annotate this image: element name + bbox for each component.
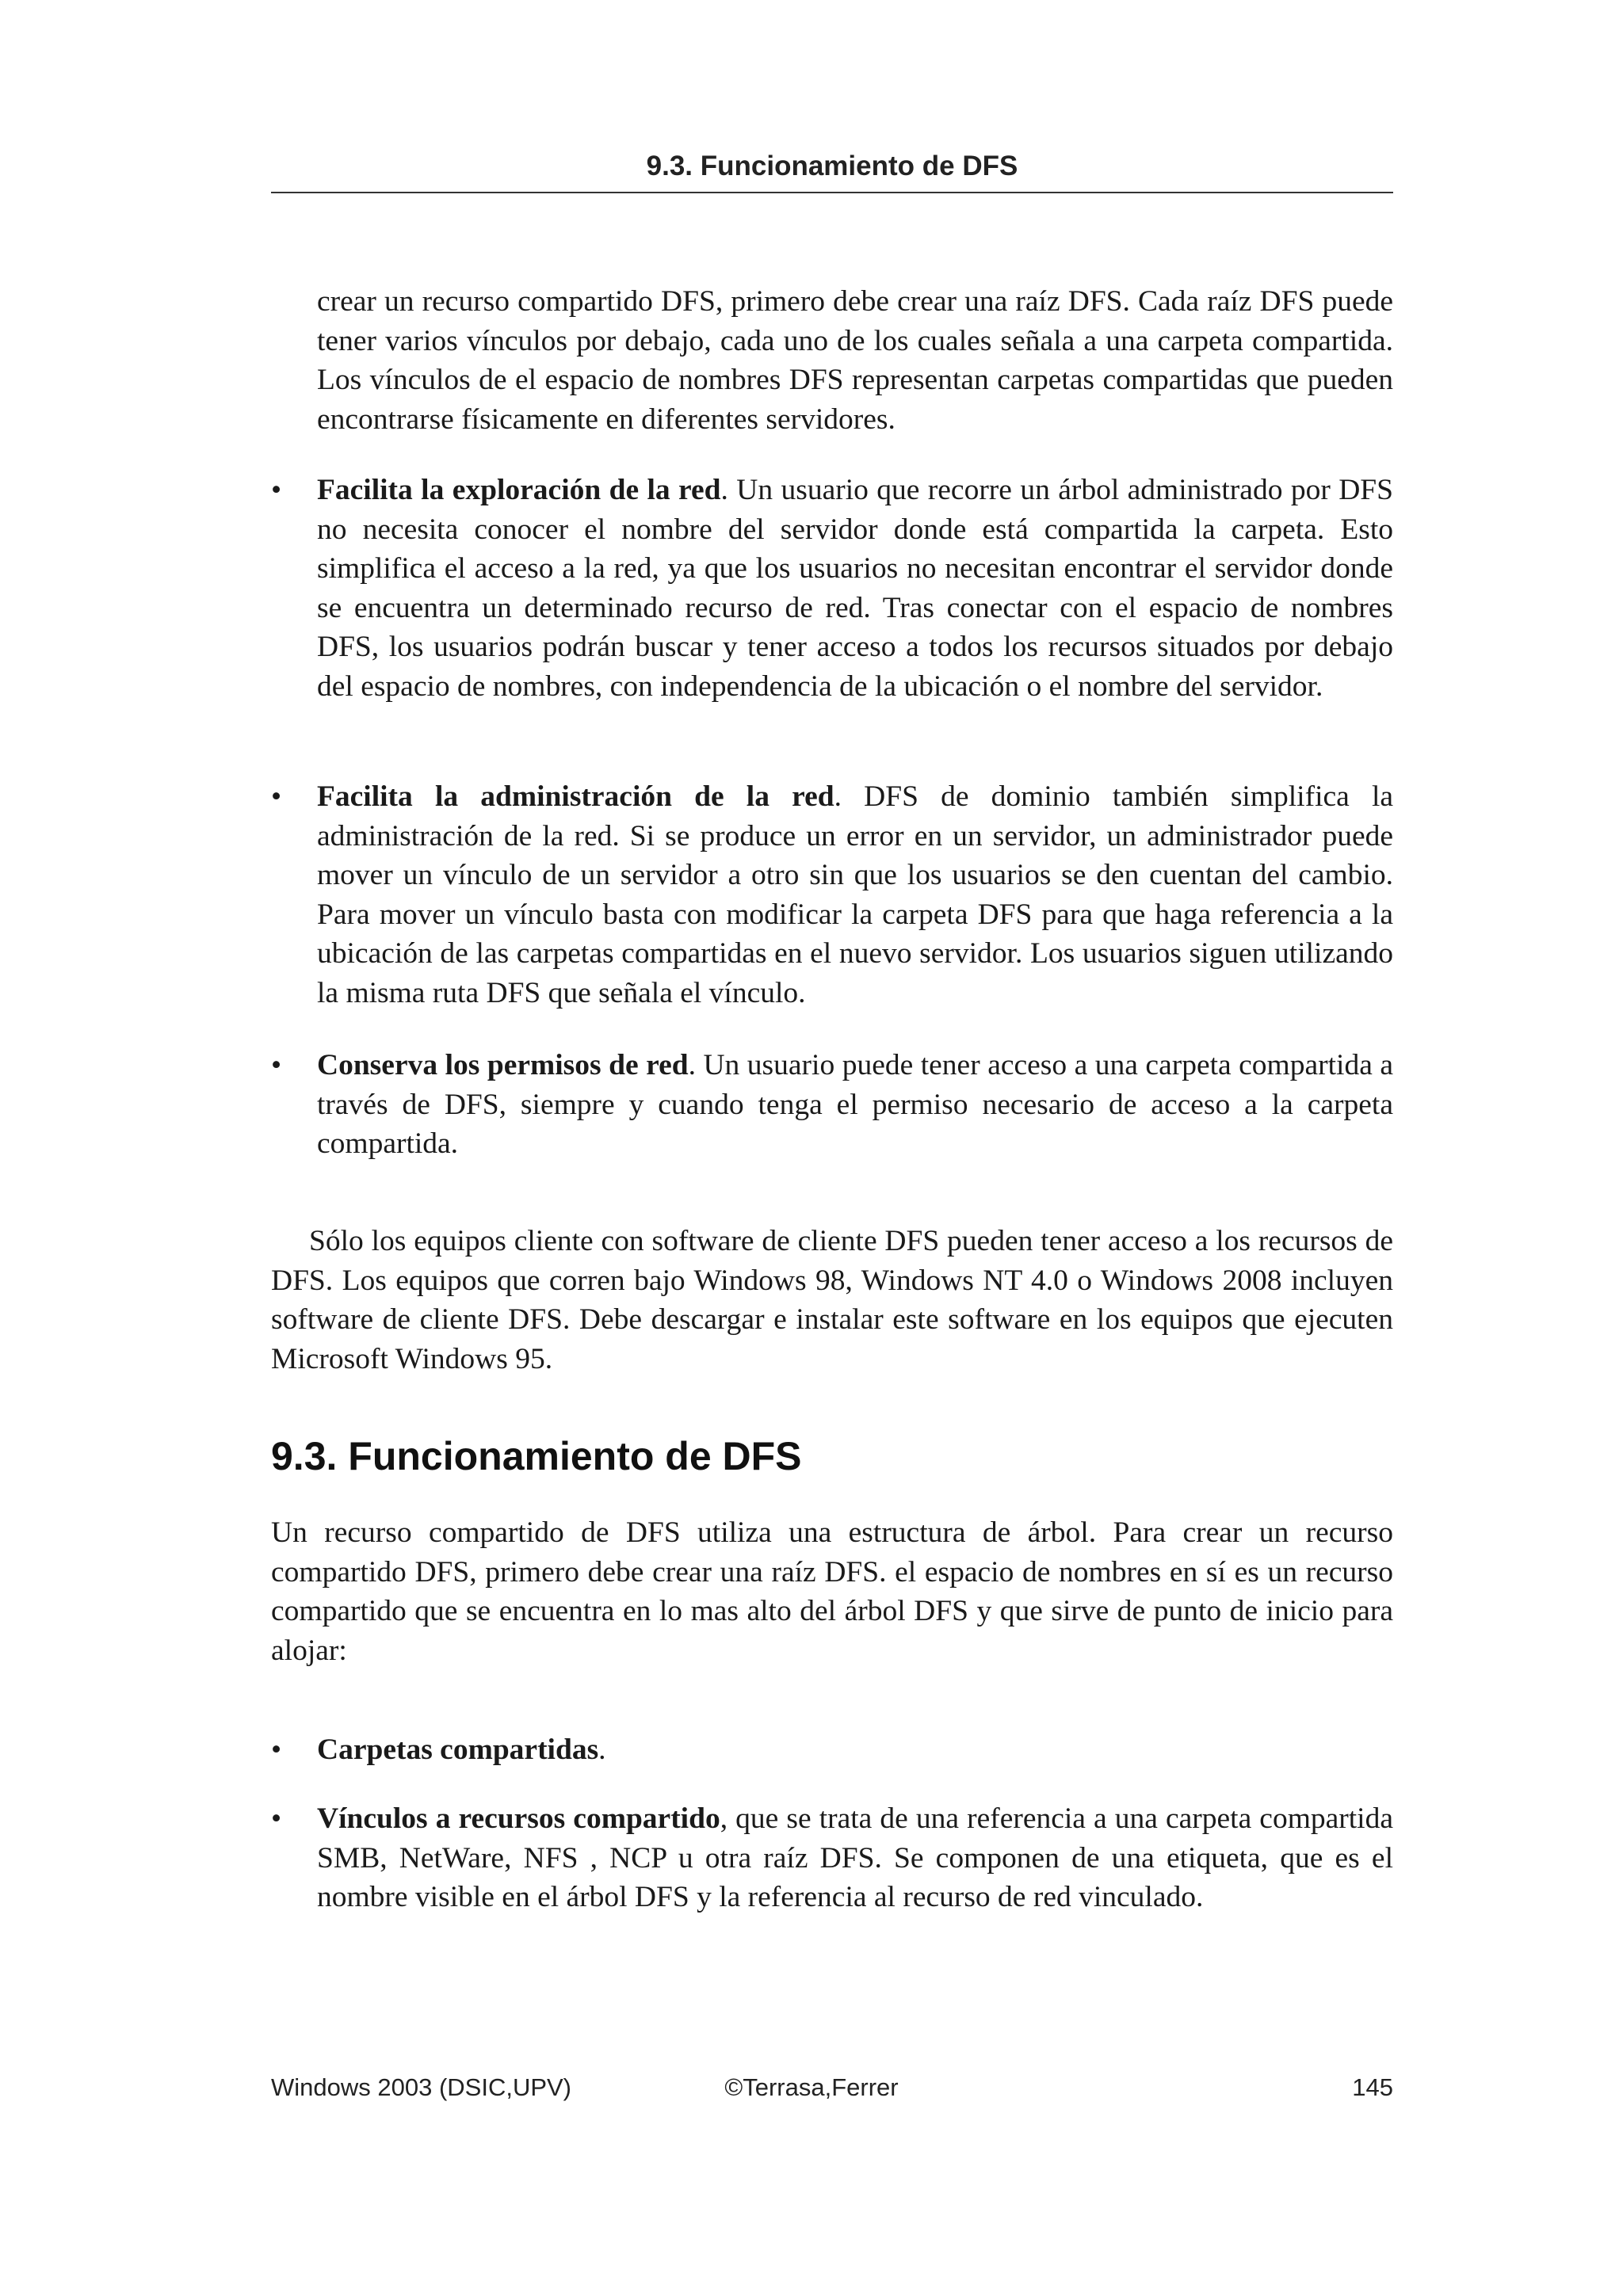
bullet-term: Facilita la exploración de la red: [317, 474, 721, 506]
bullet-description: . DFS de dominio también simplifica la administración de la red. Si se produce un error en un servidor, un administrador puede mover un vínculo de un servidor a otro sin que los usuarios se den cuentan del cambio. Para mover un vínculo basta con modificar la carpeta DFS para que haga referencia a la ubicación de las carpetas compartidas en el nuevo servidor. Los usuarios siguen utilizando la misma ruta DFS que señala el vínculo.: [317, 780, 1394, 1009]
bullet-body: [317, 777, 1393, 1013]
bullet-description: . Un usuario puede tener acceso a una carpeta compartida a través de DFS, siempre y cuando tenga el permiso necesario de acceso a la carpeta compartida.: [317, 1049, 1393, 1160]
bullet-body: [317, 1046, 1393, 1164]
bullet-description: . Un usuario que recorre un árbol administrado por DFS no necesita conocer el nombre del servidor donde está compartida la carpeta. Esto simplifica el acceso a la red, ya que los usuarios no necesitan encontrar el servidor donde se encuentra un determinado recurso de red. Tras conectar con el espacio de nombres DFS, los usuarios podrán buscar y tener acceso a todos los recursos situados por debajo del espacio de nombres, con independencia de la ubicación o el nombre del servidor.: [317, 474, 1393, 703]
bullet-description: , que se trata de una referencia a una carpeta compartida SMB, NetWare, NFS , NCP u otra raíz DFS. Se componen de una etiqueta, que es el nombre visible en el árbol DFS y la referencia al recurso de red vinculado.: [317, 1802, 1393, 1913]
bullet-description: .: [598, 1733, 606, 1766]
clients-paragraph: Sólo los equipos cliente con software de cliente DFS pueden tener acceso a los recursos de DFS. Los equipos que corren bajo Windows 98, Windows NT 4.0 o Windows 2008 incluyen software de cliente DFS. Debe descargar e instalar este software en los equipos que ejecuten Microsoft Windows 95.: [271, 1225, 1393, 1375]
bullet-term: Vínculos a recursos compartido: [317, 1802, 720, 1835]
bullet-dot: •: [271, 474, 282, 506]
bullet-body: [317, 1730, 1393, 1770]
intro-continuation-paragraph: crear un recurso compartido DFS, primero debe crear una raíz DFS. Cada raíz DFS puede tener varios vínculos por debajo, cada uno de los cuales señala a una carpeta compartida. Los vínculos de el espacio de nombres DFS representan carpetas compartidas que pueden encontrarse físicamente en diferentes servidores.: [317, 285, 1393, 436]
bullet-body: [317, 471, 1393, 706]
bullet-term: Carpetas compartidas: [317, 1733, 599, 1766]
bullet-dot: •: [271, 1049, 282, 1081]
footer-left: Windows 2003 (DSIC,UPV): [271, 2073, 572, 2101]
page-number: 145: [1352, 2073, 1393, 2101]
bullet-dot: •: [271, 780, 282, 813]
bullet-dot: •: [271, 1733, 282, 1766]
bullet-dot: •: [271, 1802, 282, 1835]
section-intro-paragraph: Un recurso compartido de DFS utiliza una estructura de árbol. Para crear un recurso compartido DFS, primero debe crear una raíz DFS. el espacio de nombres en sí es un recurso compartido que se encuentra en lo mas alto del árbol DFS y que sirve de punto de inicio para alojar:: [271, 1516, 1393, 1667]
bullet-term: Facilita la administración de la red: [317, 780, 834, 813]
bullet-term: Conserva los permisos de red: [317, 1049, 689, 1081]
bullet-body: [317, 1799, 1393, 1917]
footer-center: ©Terrasa,Ferrer: [724, 2073, 899, 2101]
running-header: 9.3. Funcionamiento de DFS: [646, 151, 1018, 181]
section-heading: 9.3. Funcionamiento de DFS: [271, 1434, 802, 1478]
header-rule: [271, 192, 1393, 193]
